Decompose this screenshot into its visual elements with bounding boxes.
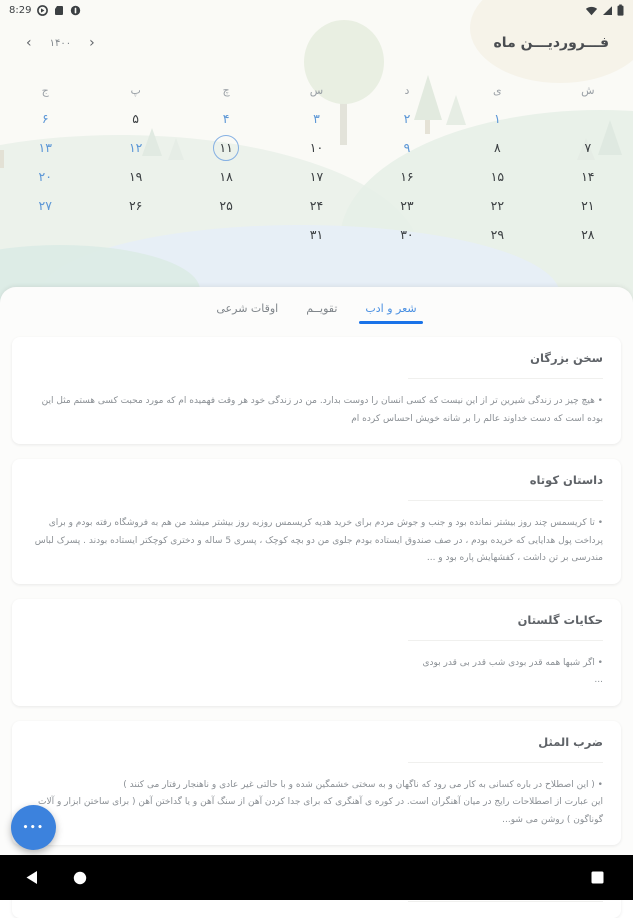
recents-square-icon <box>591 871 604 884</box>
calendar-day[interactable] <box>362 191 452 220</box>
calendar-day[interactable] <box>362 133 452 162</box>
year-label[interactable]: ۱۴۰۰ <box>49 37 72 49</box>
calendar-day[interactable] <box>543 220 633 249</box>
day-number: ۷ <box>584 140 592 155</box>
weekday-label: ش <box>581 84 595 97</box>
card-body <box>30 393 603 428</box>
day-number: ۱۵ <box>490 169 505 184</box>
calendar-day[interactable] <box>271 220 361 249</box>
calendar-day[interactable] <box>0 162 90 191</box>
day-number: ۲۲ <box>490 198 505 213</box>
calendar-day[interactable] <box>543 191 633 220</box>
weekday-label: ج <box>41 84 49 97</box>
notification-icon <box>37 5 48 16</box>
weekday-header-row <box>0 84 633 97</box>
card-body <box>30 515 603 568</box>
content-sheet <box>0 287 633 855</box>
day-number: ۲۷ <box>38 198 52 213</box>
weekday-label: د <box>404 84 410 97</box>
weekday-label: پ <box>130 84 141 97</box>
day-number: ۱۳ <box>38 140 52 155</box>
calendar-day[interactable] <box>362 162 452 191</box>
weekday-label: چ <box>222 84 230 97</box>
day-number: ۲۸ <box>581 227 595 242</box>
day-number: ۲۵ <box>219 198 233 213</box>
card-divider <box>408 500 603 501</box>
card-text-line: • تا کریسمس چند روز بیشتر نمانده بود و جنب و جوش مردم برای خرید هدیه کریسمس روزبه روز بیشتر میشد من هم به فروشگاه رفته بودم و برای پرداخت پول هدایایی که خریده بودم ، در صف صندوق ایستاده بودم جلوی من دو بچه کوچک ، پسری 5 ساله و دختری کوچکتر ایستاده بودند . پسرک لباس مندرسی بر تن داشت ، کفشهایش پاره بود و ... <box>34 518 603 564</box>
calendar-day[interactable] <box>0 191 90 220</box>
calendar-week-row <box>0 133 633 162</box>
calendar-day[interactable] <box>90 191 180 220</box>
calendar-day[interactable] <box>271 191 361 220</box>
day-number: ۲۶ <box>128 198 143 213</box>
content-card[interactable] <box>12 459 621 584</box>
card-title: حکایات گلستان <box>517 612 603 627</box>
day-number: ۲۱ <box>581 198 595 213</box>
day-number: ۳ <box>313 111 320 126</box>
calendar-panel <box>0 0 633 292</box>
weekday-label: س <box>309 84 324 97</box>
content-card[interactable] <box>12 337 621 444</box>
calendar-day-selected[interactable] <box>181 133 271 162</box>
notification-icon <box>54 5 64 16</box>
calendar-dates-grid <box>0 104 633 249</box>
calendar-day[interactable] <box>452 162 542 191</box>
day-number: ۲۴ <box>309 198 324 213</box>
calendar-header <box>0 26 633 60</box>
home-button[interactable] <box>62 855 98 900</box>
ellipsis-icon: ••• <box>22 822 45 833</box>
calendar-day[interactable] <box>181 191 271 220</box>
card-divider <box>408 378 603 379</box>
card-body <box>30 655 603 690</box>
day-number: ۳۱ <box>309 227 324 242</box>
day-number: ۲۰ <box>38 169 52 184</box>
day-number: ۸ <box>494 140 501 155</box>
day-number: ۱۶ <box>400 169 414 184</box>
card-title: سخن بزرگان <box>530 351 603 365</box>
fab-more-button[interactable] <box>11 805 56 850</box>
calendar-day[interactable] <box>90 162 180 191</box>
day-number: ۱۷ <box>309 169 324 184</box>
day-number: ۵ <box>132 111 140 126</box>
day-number: ۲۹ <box>490 227 505 242</box>
calendar-week-row <box>0 191 633 220</box>
card-text-line: این عبارت از اصطلاحات رایج در میان آهنگران است. در کوره ی آهنگری که برای جدا کردن آهن از سنگ آهن و یا گداختن آهن ( برای ساختن ابزار و آلات گوناگون ) روشن می شو... <box>37 797 603 825</box>
card-title: داستان کوتاه <box>529 473 603 488</box>
calendar-week-row <box>0 220 633 249</box>
day-number: ۱۸ <box>219 169 233 184</box>
day-number: ۱۴ <box>581 169 595 184</box>
calendar-day[interactable] <box>181 104 271 133</box>
calendar-day[interactable] <box>452 133 542 162</box>
card-divider <box>408 901 603 902</box>
battery-icon <box>617 4 624 16</box>
calendar-day[interactable] <box>452 220 542 249</box>
cellular-signal-icon <box>602 5 613 16</box>
calendar-day[interactable] <box>543 133 633 162</box>
card-text-line: • ( این اصطلاح در باره کسانی به کار می رود که ناگهان و به سختی خشمگین شده و با حالتی غیر عادی و ناهنجار رفتار می کنند ) <box>123 779 603 790</box>
cards-list <box>0 324 633 918</box>
calendar-week-row <box>0 162 633 191</box>
android-navigation-bar <box>0 855 633 900</box>
day-number: ۱۹ <box>128 169 143 184</box>
day-number: ۲۳ <box>400 198 414 213</box>
calendar-day[interactable] <box>362 220 452 249</box>
day-number: ۳۰ <box>400 227 414 242</box>
back-triangle-icon <box>25 870 39 885</box>
calendar-day[interactable] <box>90 104 180 133</box>
back-button[interactable] <box>14 855 50 900</box>
card-divider <box>408 762 603 763</box>
card-title: ضرب المثل <box>538 734 603 749</box>
weekday-label: ی <box>493 84 502 97</box>
day-number: ۹ <box>403 140 411 155</box>
calendar-day[interactable] <box>271 104 361 133</box>
calendar-week-row <box>0 104 633 133</box>
calendar-day[interactable] <box>90 133 180 162</box>
notification-icon <box>70 5 81 16</box>
next-month-chevron-icon[interactable]: › <box>89 35 95 51</box>
calendar-day[interactable] <box>271 162 361 191</box>
calendar-day[interactable] <box>452 104 542 133</box>
calendar-day[interactable] <box>543 162 633 191</box>
tab-1[interactable]: تقویــم <box>306 302 338 315</box>
calendar-day[interactable] <box>271 133 361 162</box>
card-divider <box>408 640 603 641</box>
calendar-day[interactable] <box>0 133 90 162</box>
status-bar <box>0 0 633 20</box>
tab-bar <box>0 287 633 324</box>
calendar-day[interactable] <box>0 104 90 133</box>
day-number: ۱۱ <box>213 135 239 161</box>
home-circle-icon <box>73 871 87 885</box>
previous-month-chevron-icon[interactable]: ‹ <box>26 35 32 51</box>
content-card[interactable] <box>12 599 621 706</box>
wifi-icon <box>585 5 598 16</box>
card-body <box>30 777 603 830</box>
tab-0[interactable]: شعر و ادب <box>365 302 416 324</box>
calendar-day[interactable] <box>181 162 271 191</box>
calendar-day[interactable] <box>362 104 452 133</box>
day-number: ۱۲ <box>128 140 143 155</box>
day-number: ۴ <box>222 111 230 126</box>
card-text-line: • اگر شبها همه قدر بودی شب قدر بی قدر بودی <box>422 657 603 668</box>
day-number: ۱۰ <box>309 140 324 155</box>
tab-2[interactable]: اوقات شرعی <box>216 302 279 315</box>
calendar-day[interactable] <box>452 191 542 220</box>
content-card[interactable] <box>12 721 621 846</box>
clock: 8:29 <box>9 4 32 16</box>
card-text-line: • هیچ چیز در زندگی شیرین تر از این نیست که کسی انسان را دوست بدارد. من در زندگی خود هر وقت فهمیده ام که مورد محبت کسی هستم مثل این بوده است که دست خداوند عالم را بر شانه خویش احساس کرده ام <box>41 396 603 424</box>
recents-button[interactable] <box>579 855 615 900</box>
day-number: ۱ <box>494 111 501 126</box>
card-text-line: ... <box>594 675 603 686</box>
month-title: فـــروردیـــن ماه <box>493 35 609 51</box>
day-number: ۶ <box>41 111 49 126</box>
day-number: ۲ <box>403 111 411 126</box>
